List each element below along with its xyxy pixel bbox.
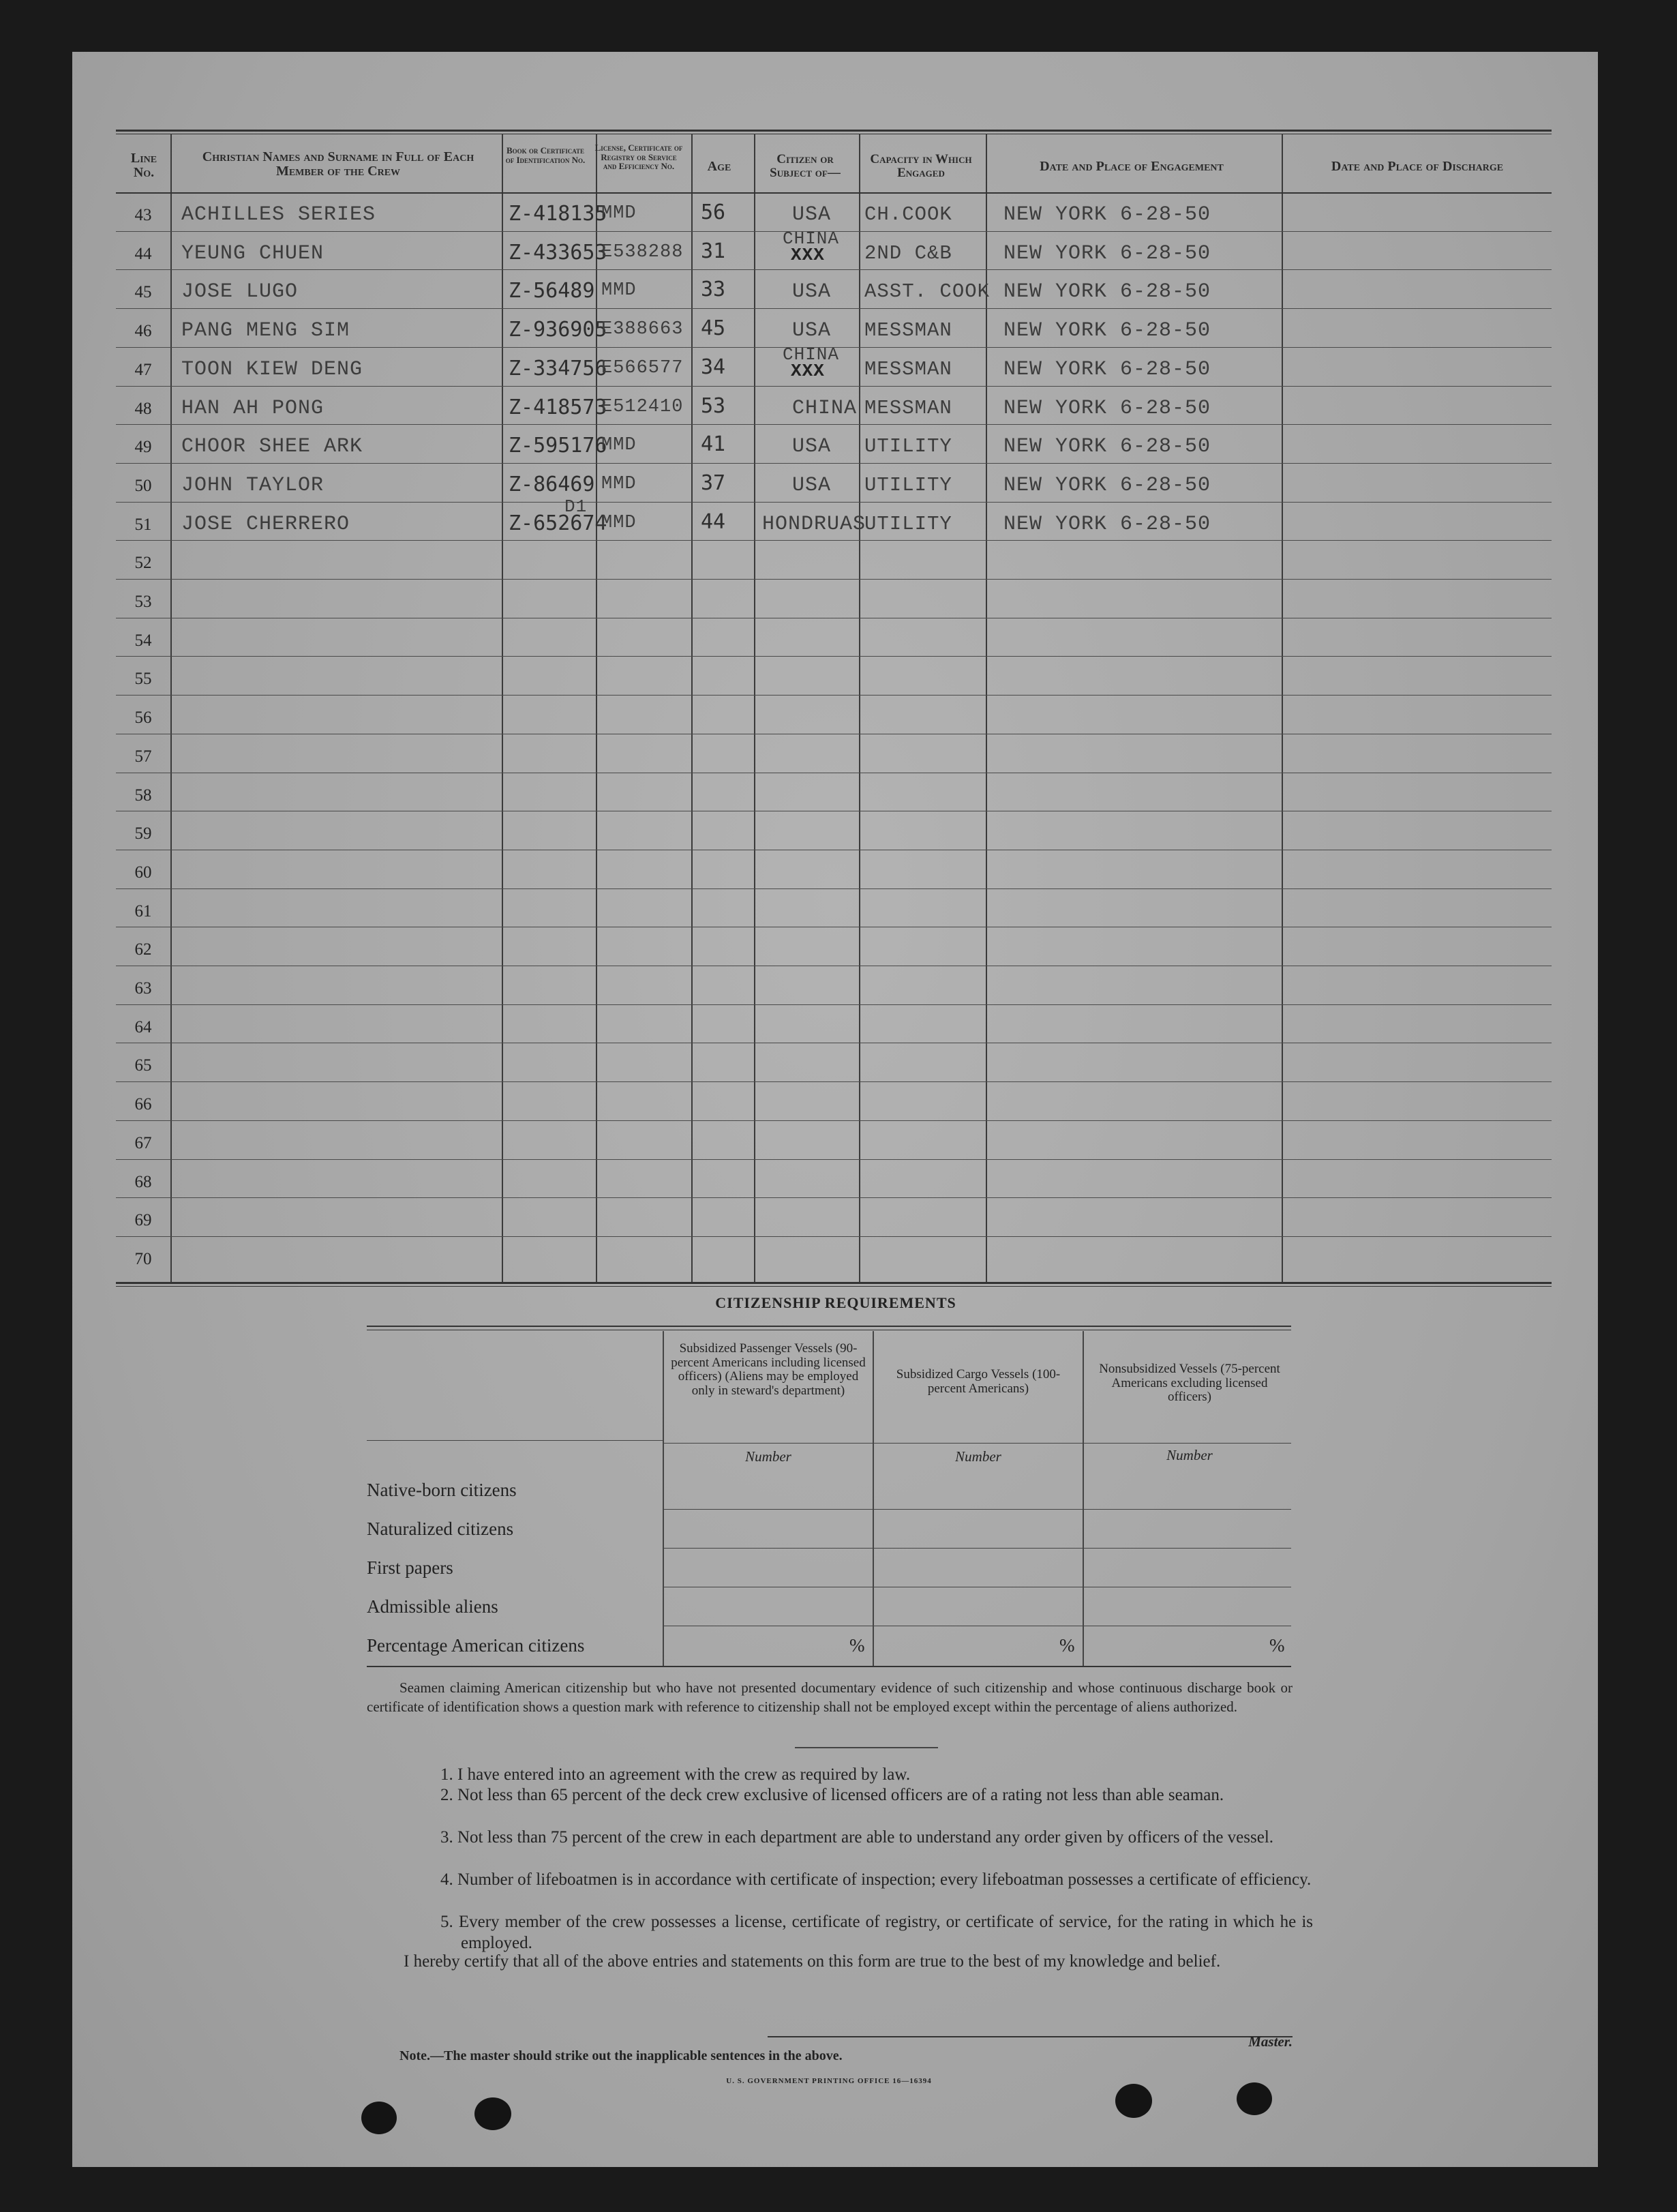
citizenship: USA bbox=[792, 473, 832, 497]
line-number: 66 bbox=[134, 1095, 152, 1114]
book-number: Z-56489 bbox=[509, 279, 595, 303]
col-head-subsidized-passenger: Subsidized Passenger Vessels (90-percent Americans including licensed officers) (Aliens may be employed only in steward's department) bbox=[671, 1341, 866, 1398]
col-number-label: Number bbox=[745, 1448, 791, 1465]
crew-list-table bbox=[116, 130, 1552, 1289]
table-column-divider bbox=[986, 134, 987, 1282]
table-column-divider bbox=[596, 134, 597, 1282]
header-citizen: Citizen or Subject of— bbox=[770, 152, 841, 180]
capacity-engaged: UTILITY bbox=[864, 512, 952, 535]
citizenship: USA bbox=[792, 203, 832, 226]
age: 31 bbox=[701, 239, 726, 263]
citizenship: USA bbox=[792, 435, 832, 459]
header-age: Age bbox=[707, 159, 731, 174]
table-column-divider bbox=[1282, 134, 1283, 1282]
footer-note: Note.—The master should strike out the inapplicable sentences in the above. bbox=[399, 2048, 843, 2063]
header-book: Book or Certificate of Identification No. bbox=[505, 145, 586, 165]
crew-name: YEUNG CHUEN bbox=[181, 241, 324, 265]
line-number: 44 bbox=[134, 244, 152, 263]
table-column-divider bbox=[691, 134, 693, 1282]
citizenship: CHINA bbox=[783, 344, 840, 365]
book-number: Z-936905 bbox=[509, 318, 607, 342]
crew-name: JOSE LUGO bbox=[181, 280, 299, 304]
engagement-date-place: NEW YORK 6-28-50 bbox=[1003, 357, 1211, 381]
line-number: 47 bbox=[134, 360, 152, 379]
line-number: 43 bbox=[134, 206, 152, 224]
age: 33 bbox=[701, 278, 726, 302]
line-number: 58 bbox=[134, 786, 152, 805]
license-number: MMD bbox=[601, 512, 637, 533]
punch-hole bbox=[1115, 2084, 1152, 2118]
table-column-divider bbox=[502, 134, 503, 1282]
table-column-divider bbox=[859, 134, 860, 1282]
engagement-date-place: NEW YORK 6-28-50 bbox=[1003, 435, 1211, 459]
license-number: MMD bbox=[601, 435, 637, 456]
line-number: 55 bbox=[134, 670, 152, 689]
line-number: 60 bbox=[134, 863, 152, 882]
crew-name: ACHILLES SERIES bbox=[181, 203, 376, 226]
age: 41 bbox=[701, 432, 726, 457]
license-number: E566577 bbox=[601, 357, 684, 378]
citizenship: CHINA bbox=[783, 228, 840, 249]
crew-name: CHOOR SHEE ARK bbox=[181, 435, 363, 459]
license-number: MMD bbox=[601, 280, 637, 301]
engagement-date-place: NEW YORK 6-28-50 bbox=[1003, 241, 1211, 265]
header-line-no: Line No. bbox=[130, 151, 157, 180]
crew-name: TOON KIEW DENG bbox=[181, 357, 363, 381]
col-number-label: Number bbox=[955, 1448, 1001, 1465]
engagement-date-place: NEW YORK 6-28-50 bbox=[1003, 512, 1211, 536]
book-number: Z-652674 bbox=[509, 511, 607, 535]
line-number: 49 bbox=[134, 438, 152, 457]
citizenship-title: CITIZENSHIP REQUIREMENTS bbox=[715, 1294, 956, 1311]
engagement-date-place: NEW YORK 6-28-50 bbox=[1003, 396, 1211, 420]
crew-name: PANG MENG SIM bbox=[181, 319, 350, 343]
citizenship-struck: XXX bbox=[791, 244, 825, 265]
crew-name: JOHN TAYLOR bbox=[181, 473, 324, 497]
crew-name: HAN AH PONG bbox=[181, 396, 324, 420]
age: 56 bbox=[701, 200, 726, 224]
percent-sign: % bbox=[849, 1635, 865, 1656]
line-number: 45 bbox=[134, 283, 152, 302]
license-number: MMD bbox=[601, 473, 637, 494]
line-number: 59 bbox=[134, 824, 152, 843]
age: 53 bbox=[701, 393, 726, 418]
license-number: E538288 bbox=[601, 241, 684, 263]
document-page bbox=[72, 52, 1598, 2167]
col-number-label: Number bbox=[1166, 1447, 1213, 1463]
master-signature-label: Master. bbox=[1248, 2033, 1293, 2050]
master-statement-item: 5. Every member of the crew possesses a license, certificate of registry, or certificate of service, for the rating in which he is employed. bbox=[440, 1913, 1313, 1952]
table-column-divider bbox=[170, 134, 172, 1282]
book-number: Z-86469 bbox=[509, 472, 595, 496]
capacity-engaged: ASST. COOK bbox=[864, 280, 991, 303]
capacity-engaged: MESSMAN bbox=[864, 319, 952, 342]
line-number: 70 bbox=[134, 1249, 152, 1268]
line-number: 57 bbox=[134, 747, 152, 766]
header-license: License, Certificate of Registry or Service and Efficiency No. bbox=[594, 143, 683, 172]
line-number: 48 bbox=[134, 399, 152, 418]
engagement-date-place: NEW YORK 6-28-50 bbox=[1003, 319, 1211, 343]
col-head-subsidized-cargo: Subsidized Cargo Vessels (100-percent Americans) bbox=[896, 1367, 1061, 1396]
table-column-divider bbox=[754, 134, 755, 1282]
punch-hole bbox=[1237, 2082, 1272, 2115]
engagement-date-place: NEW YORK 6-28-50 bbox=[1003, 280, 1211, 304]
printer-imprint: U. S. GOVERNMENT PRINTING OFFICE 16—16394 bbox=[726, 2077, 932, 2085]
line-number: 50 bbox=[134, 476, 152, 495]
age: 45 bbox=[701, 316, 726, 341]
master-statement-item: 1. I have entered into an agreement with the crew as required by law. bbox=[440, 1765, 911, 1784]
master-statement-item: 3. Not less than 75 percent of the crew in each department are able to understand any order given by officers of the vessel. bbox=[440, 1828, 1274, 1847]
book-number: Z-418573 bbox=[509, 395, 607, 419]
capacity-engaged: 2ND C&B bbox=[864, 241, 952, 265]
citizenship-row-label: Naturalized citizens bbox=[367, 1519, 514, 1539]
citizenship: USA bbox=[792, 280, 832, 304]
license-number: E512410 bbox=[601, 396, 684, 417]
master-statement-item: 4. Number of lifeboatmen is in accordance with certificate of inspection; every lifeboatman possesses a certificate of efficiency. bbox=[440, 1870, 1312, 1889]
citizenship-row-label: Native-born citizens bbox=[367, 1480, 517, 1500]
percent-sign: % bbox=[1269, 1635, 1285, 1656]
engagement-date-place: NEW YORK 6-28-50 bbox=[1003, 203, 1211, 226]
col-head-nonsubsidized: Nonsubsidized Vessels (75-percent Americans excluding licensed officers) bbox=[1099, 1362, 1280, 1405]
line-number: 67 bbox=[134, 1133, 152, 1152]
percent-sign: % bbox=[1059, 1635, 1075, 1656]
book-number: Z-595176 bbox=[509, 434, 607, 458]
header-discharge: Date and Place of Discharge bbox=[1331, 159, 1504, 174]
header-capacity: Capacity in Which Engaged bbox=[870, 152, 972, 180]
line-number: 69 bbox=[134, 1211, 152, 1230]
capacity-engaged: UTILITY bbox=[864, 473, 952, 496]
citizenship-row-label: Percentage American citizens bbox=[367, 1635, 585, 1656]
capacity-engaged: MESSMAN bbox=[864, 396, 952, 419]
line-number: 54 bbox=[134, 631, 152, 650]
citizenship-row-label: Admissible aliens bbox=[367, 1596, 498, 1617]
age: 37 bbox=[701, 470, 726, 495]
line-number: 56 bbox=[134, 708, 152, 728]
certification-text: I hereby certify that all of the above entries and statements on this form are true to the best of my knowledge and belief. bbox=[404, 1952, 1221, 1971]
line-number: 51 bbox=[134, 515, 152, 534]
book-number: Z-334756 bbox=[509, 356, 607, 380]
line-number: 53 bbox=[134, 593, 152, 611]
capacity-engaged: CH.COOK bbox=[864, 203, 952, 226]
engagement-date-place: NEW YORK 6-28-50 bbox=[1003, 473, 1211, 497]
age: 44 bbox=[701, 509, 726, 534]
citizenship-note: Seamen claiming American citizenship but who have not presented documentary evidence of such citizenship and whose continuous discharge book or certificate of identification shows a question mark with reference to citizenship shall not be employed except within the percentage of aliens authorized. bbox=[367, 1679, 1293, 1715]
master-statement-item: 2. Not less than 65 percent of the deck crew exclusive of licensed officers are of a rating not less than able seaman. bbox=[440, 1786, 1224, 1804]
citizenship: USA bbox=[792, 319, 832, 343]
capacity-engaged: UTILITY bbox=[864, 435, 952, 458]
book-number: Z-418135 bbox=[509, 202, 607, 226]
punch-hole bbox=[361, 2102, 397, 2134]
capacity-engaged: MESSMAN bbox=[864, 357, 952, 380]
citizenship: CHINA bbox=[792, 396, 858, 420]
book-number-note: D1 bbox=[564, 496, 588, 517]
header-names: Christian Names and Surname in Full of Each Member of the Crew bbox=[202, 149, 474, 179]
license-number: E388663 bbox=[601, 319, 684, 340]
citizenship: HONDRUAS bbox=[762, 512, 866, 536]
citizenship-struck: XXX bbox=[791, 360, 825, 381]
header-engagement: Date and Place of Engagement bbox=[1040, 159, 1224, 174]
line-number: 61 bbox=[134, 901, 152, 921]
license-number: MMD bbox=[601, 203, 637, 224]
line-number: 62 bbox=[134, 940, 152, 959]
punch-hole bbox=[474, 2097, 511, 2130]
crew-name: JOSE CHERRERO bbox=[181, 512, 350, 536]
line-number: 65 bbox=[134, 1056, 152, 1075]
book-number: Z-433653 bbox=[509, 240, 607, 265]
age: 34 bbox=[701, 355, 726, 379]
line-number: 46 bbox=[134, 322, 152, 341]
line-number: 68 bbox=[134, 1172, 152, 1191]
line-number: 52 bbox=[134, 554, 152, 573]
line-number: 63 bbox=[134, 979, 152, 998]
citizenship-row-label: First papers bbox=[367, 1557, 453, 1578]
line-number: 64 bbox=[134, 1017, 152, 1036]
